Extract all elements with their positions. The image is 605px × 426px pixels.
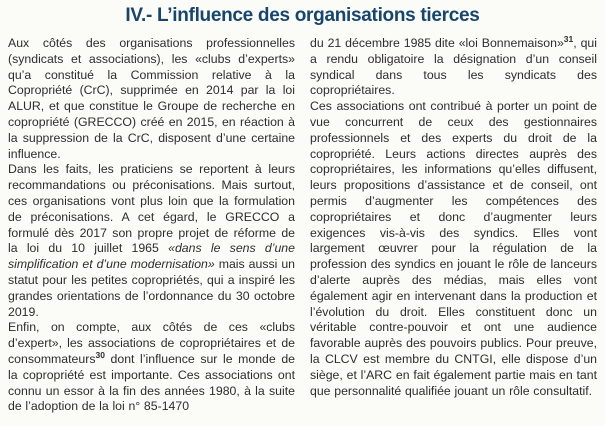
paragraph-1-text: Aux côtés des organisations professionnelles (syndicats et associations), les «clubs d’experts» qu’a constitué la Commission relative à la Copropriété (CrC), supprimée en 2014 par la loi ALUR, et que constitue le Groupe de recherche en copropriété (GRECCO) créé en 2015, en réaction à la suppression de la CrC, disposent d’une certaine influence. bbox=[8, 36, 295, 161]
footnote-ref-30: 30 bbox=[95, 349, 105, 360]
paragraph-3-continued bbox=[310, 33, 597, 99]
paragraph-2-text-before-quote: Dans les faits, les praticiens se reportent à leurs recommandations ou préconisations. Mais surtout, ces organisations vont plus loin que la formulation de préconisations. A cet égard, le GRECCO a formulé dès 2017 son propre projet de réforme de la loi du 10 juillet 1965 bbox=[8, 162, 295, 256]
page-title: IV.- L’influence des organisations tierces bbox=[125, 5, 480, 26]
column-left bbox=[8, 36, 295, 415]
paragraph-1 bbox=[8, 36, 295, 162]
paragraph-2-text-after-quote: mais aussi un statut pour les petites copropriétés, qui a inspiré les grandes orientations de l’ordonnance du 30 octobre 2019. bbox=[8, 257, 295, 319]
paragraph-3-text-after-ref: dont l’influence sur le monde de la copropriété est importante. Ces associations ont connu un essor à la fin des années 1980, à la suite de l’adoption de la loi n° 85-1470 bbox=[8, 351, 295, 414]
paragraph-4 bbox=[310, 99, 597, 399]
paragraph-3 bbox=[8, 320, 295, 415]
paragraph-3-continued-text-before-ref: du 21 décembre 1985 dite «loi Bonnemaison» bbox=[310, 36, 564, 50]
article-columns bbox=[8, 33, 597, 415]
paragraph-4-text: Ces associations ont contribué à porter un point de vue concurrent de ceux des gestionnaires professionnels et des experts du droit de la copropriété. Leurs actions directes auprès des copropriétaires, les informations qu’elles diffusent, leurs propositions d’assistance et de conseil, ont permis d’augmenter les compétences des copropriétaires et donc d’augmenter leurs exigences vis-à-vis des syndics. Elles vont largement œuvrer pour la régulation de la profession des syndics en jouant le rôle de lanceurs d’alerte auprès des médias, mais elles vont également agir en intervenant dans la production et l’évolution du droit. Elles constituent donc un véritable contre-pouvoir et ont une audience favorable auprès des pouvoirs publics. Pour preuve, la CLCV est membre du CNTGI, elle dispose d’un siège, et l’ARC en fait également partie mais en tant que personnalité qualifiée jouant un rôle consultatif. bbox=[310, 99, 597, 398]
paragraph-2-italic-quote: «dans le sens d’une simplification et d’une modernisation» bbox=[8, 241, 295, 272]
paragraph-3-text-before-ref: Enfin, on compte, aux côtés de ces «clubs d’expert», les associations de copropriétaires et de consommateurs bbox=[8, 320, 295, 366]
column-right bbox=[310, 33, 597, 415]
footnote-ref-31: 31 bbox=[563, 33, 574, 44]
paragraph-2 bbox=[8, 162, 295, 320]
paragraph-3-continued-text-after-ref: , qui a rendu obligatoire la désignation d’un conseil syndical dans tous les syndicats des copropriétaires. bbox=[310, 36, 597, 98]
